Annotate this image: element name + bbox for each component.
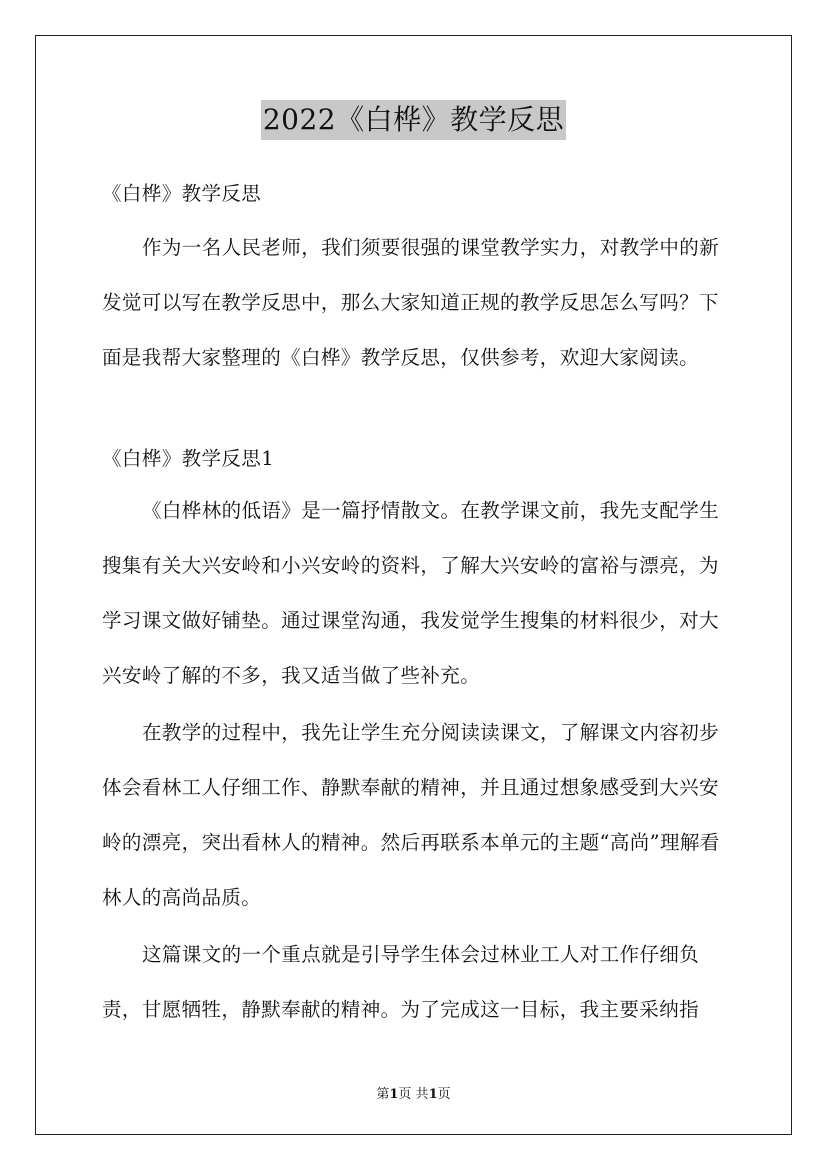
subtitle: 《白桦》教学反思 xyxy=(102,182,262,205)
section-heading: 《白桦》教学反思1 xyxy=(102,447,275,470)
footer-page-mid: 页 共 xyxy=(398,1087,429,1102)
title-container xyxy=(0,100,827,140)
document-title: 2022《白桦》教学反思 xyxy=(261,100,566,140)
intro-paragraph: 作为一名人民老师，我们须要很强的课堂教学实力，对教学中的新发觉可以写在教学反思中，那么大家知道正规的教学反思怎么写吗？下面是我帮大家整理的《白桦》教学反思，仅供参考，欢迎大家阅读。 xyxy=(102,236,720,369)
document-body xyxy=(102,172,732,1037)
page-footer xyxy=(0,1083,827,1102)
footer-page-prefix: 第 xyxy=(376,1087,390,1102)
footer-page-number: 1 xyxy=(389,1087,399,1102)
body-paragraph-1: 《白桦林的低语》是一篇抒情散文。在教学课文前，我先支配学生搜集有关大兴安岭和小兴安岭的资料，了解大兴安岭的富裕与漂亮，为学习课文做好铺垫。通过课堂沟通，我发觉学生搜集的材料很少，对大兴安岭了解的不多，我又适当做了些补充。 xyxy=(102,499,720,687)
body-paragraph-2: 在教学的过程中，我先让学生充分阅读读课文，了解课文内容初步体会看林工人仔细工作、静默奉献的精神，并且通过想象感受到大兴安岭的漂亮，突出看林人的精神。然后再联系本单元的主题“高尚”理解看林人的高尚品质。 xyxy=(102,721,720,909)
footer-page-total: 1 xyxy=(428,1087,438,1102)
body-paragraph-3: 这篇课文的一个重点就是引导学生体会过林业工人对工作仔细负责，甘愿牺牲，静默奉献的精神。为了完成这一目标，我主要采纳指 xyxy=(102,943,700,1021)
footer-page-suffix: 页 xyxy=(437,1087,451,1102)
